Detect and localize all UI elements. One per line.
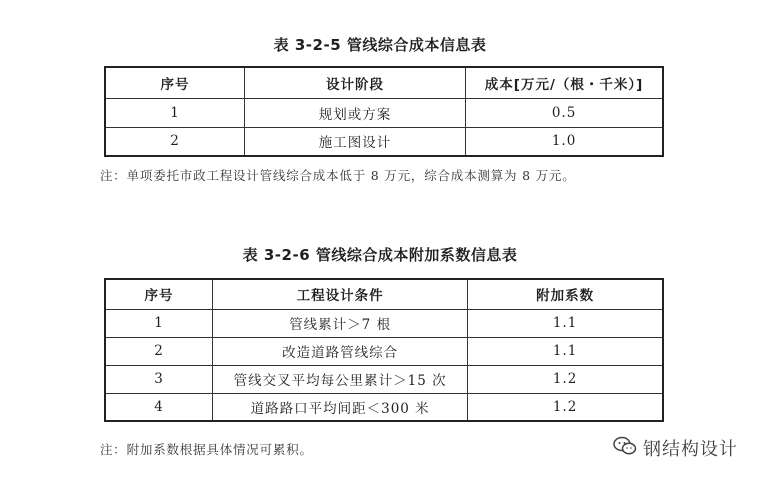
table-row: [105, 127, 663, 156]
cell-cost: 0.5: [466, 98, 663, 127]
cell-index: 4: [105, 393, 213, 421]
header-coefficient: 附加系数: [468, 279, 663, 309]
header-index: 序号: [105, 279, 213, 309]
header-index: 序号: [105, 67, 244, 98]
coefficient-info-table: [104, 278, 664, 422]
cell-coefficient: 1.2: [468, 393, 663, 421]
cell-index: 1: [105, 98, 244, 127]
cell-index: 3: [105, 365, 213, 393]
header-design-stage: 设计阶段: [244, 67, 465, 98]
cell-index: 1: [105, 309, 213, 337]
watermark-text: 钢结构设计: [643, 439, 738, 460]
table2-note: 注：附加系数根据具体情况可累积。: [100, 442, 313, 457]
cell-design-stage: 规划或方案: [244, 98, 465, 127]
cell-design-condition: 管线交叉平均每公里累计＞15 次: [213, 365, 468, 393]
cost-info-table: [104, 66, 664, 157]
table2-caption: 表 3-2-6 管线综合成本附加系数信息表: [242, 246, 518, 264]
cell-coefficient: 1.1: [468, 309, 663, 337]
header-cost: 成本[万元/（根・千米）]: [466, 67, 663, 98]
wechat-logo-icon: [613, 436, 637, 461]
cell-design-condition: 管线累计＞7 根: [213, 309, 468, 337]
table-row: [105, 309, 663, 337]
cell-design-condition: 道路路口平均间距＜300 米: [213, 393, 468, 421]
cell-cost: 1.0: [466, 127, 663, 156]
cell-design-condition: 改造道路管线综合: [213, 337, 468, 365]
cell-index: 2: [105, 127, 244, 156]
table-row: [105, 365, 663, 393]
cell-coefficient: 1.1: [468, 337, 663, 365]
table1-caption: 表 3-2-5 管线综合成本信息表: [273, 36, 487, 54]
table-header-row: [105, 279, 663, 309]
table-header-row: [105, 67, 663, 98]
table-row: [105, 337, 663, 365]
header-design-condition: 工程设计条件: [213, 279, 468, 309]
table-row: [105, 98, 663, 127]
cell-coefficient: 1.2: [468, 365, 663, 393]
watermark: [613, 435, 738, 461]
cell-index: 2: [105, 337, 213, 365]
table1-note: 注：单项委托市政工程设计管线综合成本低于 8 万元，综合成本测算为 8 万元。: [100, 168, 576, 183]
table-row: [105, 393, 663, 421]
cell-design-stage: 施工图设计: [244, 127, 465, 156]
